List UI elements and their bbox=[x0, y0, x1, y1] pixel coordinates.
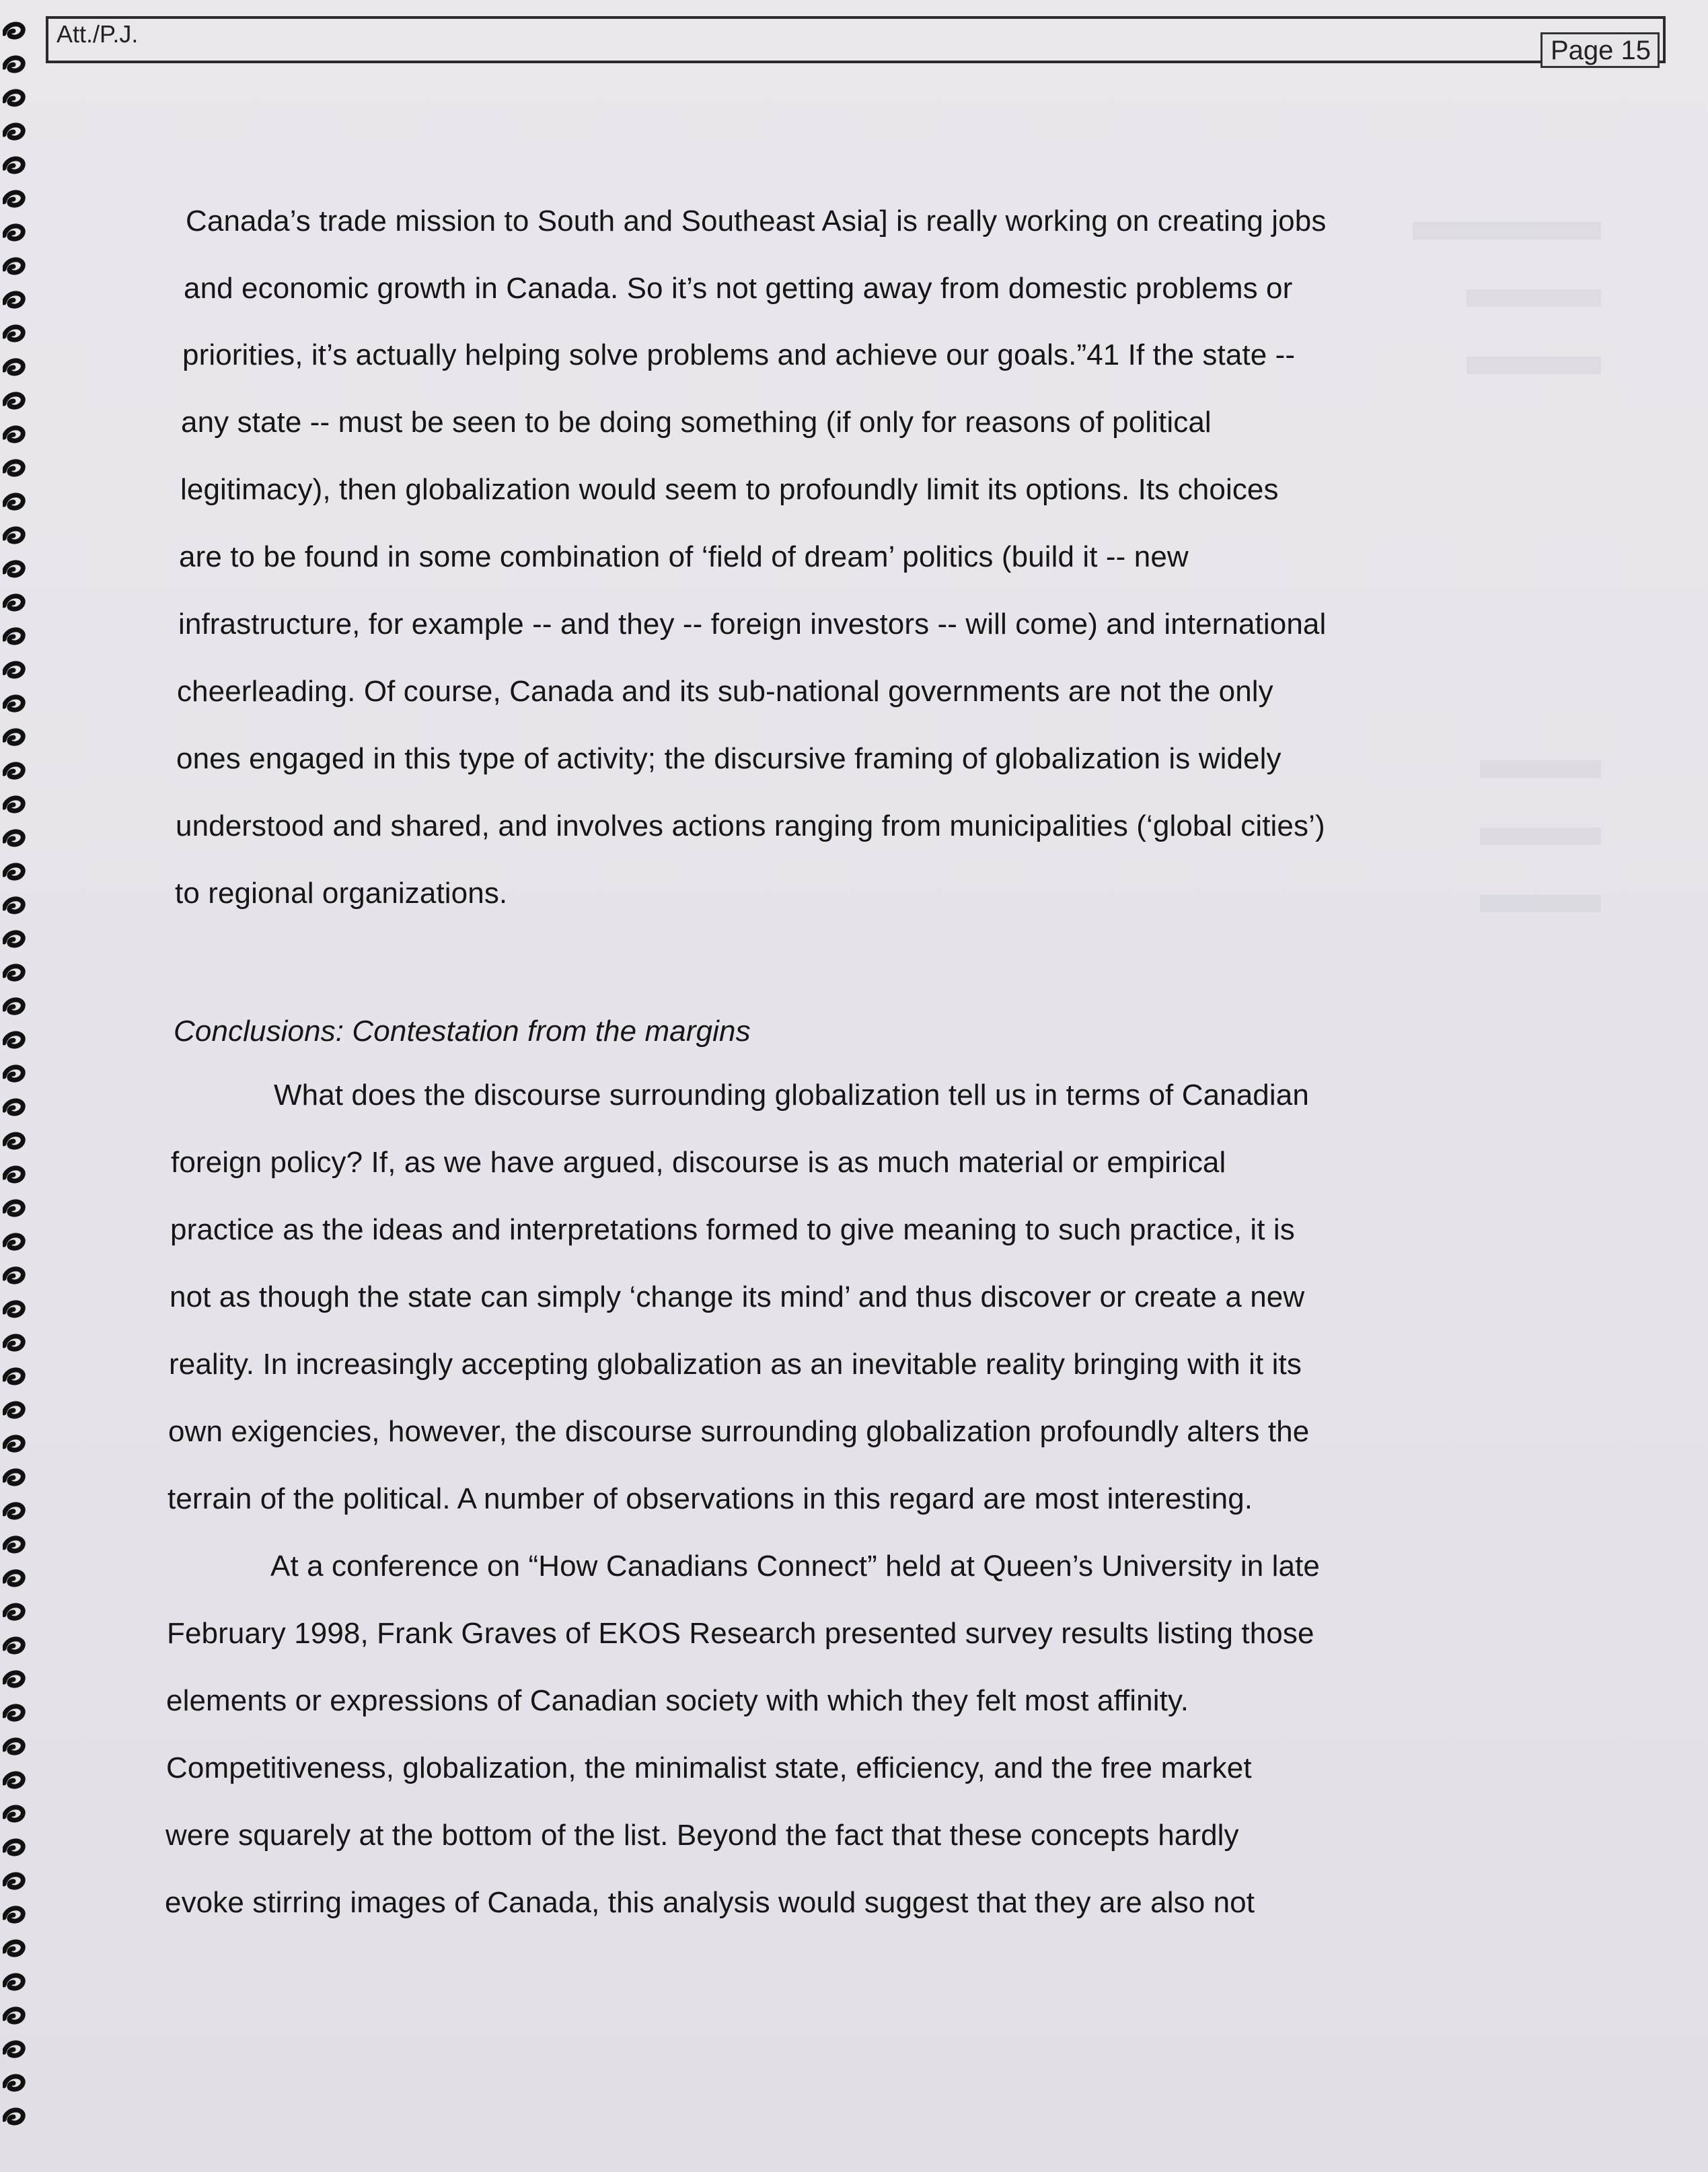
body-line: cheerleading. Of course, Canada and its sub-national governments are not the only bbox=[177, 675, 1273, 708]
header-border bbox=[46, 16, 1666, 63]
binding-coil bbox=[3, 1534, 26, 1554]
body-line: not as though the state can simply ‘change its mind’ and thus discover or create a new bbox=[170, 1280, 1305, 1313]
binding-coil bbox=[3, 491, 26, 511]
binding-coil bbox=[3, 1803, 26, 1823]
binding-coil bbox=[3, 525, 26, 545]
binding-coil bbox=[3, 1871, 26, 1891]
body-line: practice as the ideas and interpretations formed to give meaning to such practice, it is bbox=[170, 1213, 1295, 1246]
binding-coil bbox=[3, 1500, 26, 1521]
binding-coil bbox=[3, 1971, 26, 1992]
binding-coil bbox=[3, 1938, 26, 1958]
binding-coil bbox=[3, 1904, 26, 1924]
binding-coil bbox=[3, 188, 26, 209]
body-line: Competitiveness, globalization, the minimalist state, efficiency, and the free market bbox=[166, 1751, 1252, 1784]
binding-coil bbox=[3, 693, 26, 713]
body-line: evoke stirring images of Canada, this analysis would suggest that they are also not bbox=[165, 1886, 1255, 1919]
binding-coil bbox=[3, 1433, 26, 1453]
section-heading: Conclusions: Contestation from the margins bbox=[174, 1015, 751, 1048]
binding-coil bbox=[3, 794, 26, 814]
body-line: legitimacy), then globalization would seem to profoundly limit its options. Its choices bbox=[180, 473, 1279, 506]
binding-coil bbox=[3, 20, 26, 40]
binding-coil bbox=[3, 1097, 26, 1117]
binding-coil bbox=[3, 2039, 26, 2059]
binding-coil bbox=[3, 87, 26, 108]
spiral-binding bbox=[0, 13, 32, 2167]
page-number: Page 15 bbox=[1540, 32, 1660, 68]
binding-coil bbox=[3, 996, 26, 1016]
binding-coil bbox=[3, 54, 26, 74]
binding-coil bbox=[3, 929, 26, 949]
body-line: understood and shared, and involves actions ranging from municipalities (‘global cities’) bbox=[176, 809, 1325, 842]
body-line: Canada’s trade mission to South and Southeast Asia] is really working on creating jobs bbox=[186, 205, 1327, 238]
binding-coil bbox=[3, 2072, 26, 2093]
body-line: ones engaged in this type of activity; the discursive framing of globalization is widely bbox=[176, 742, 1282, 775]
binding-coil bbox=[3, 1265, 26, 1285]
body-line: to regional organizations. bbox=[175, 877, 508, 910]
binding-coil bbox=[3, 1198, 26, 1218]
body-line: reality. In increasingly accepting globalization as an inevitable reality bringing with it its bbox=[169, 1348, 1302, 1381]
binding-coil bbox=[3, 1332, 26, 1352]
binding-coil bbox=[3, 626, 26, 646]
attachment-label: Att./P.J. bbox=[57, 20, 139, 48]
binding-coil bbox=[3, 1063, 26, 1083]
binding-coil bbox=[3, 2106, 26, 2126]
binding-coil bbox=[3, 1601, 26, 1622]
binding-coil bbox=[3, 323, 26, 343]
body-line: foreign policy? If, as we have argued, discourse is as much material or empirical bbox=[171, 1146, 1226, 1179]
body-line: are to be found in some combination of ‘field of dream’ politics (build it -- new bbox=[179, 540, 1189, 573]
body-line: February 1998, Frank Graves of EKOS Research presented survey results listing those bbox=[167, 1617, 1314, 1650]
binding-coil bbox=[3, 1400, 26, 1420]
binding-coil bbox=[3, 2005, 26, 2025]
body-line: were squarely at the bottom of the list. Beyond the fact that these concepts hardly bbox=[165, 1819, 1239, 1852]
binding-coil bbox=[3, 1837, 26, 1857]
body-line: priorities, it’s actually helping solve problems and achieve our goals.”41 If the state -- bbox=[182, 338, 1296, 371]
body-line: What does the discourse surrounding globalization tell us in terms of Canadian bbox=[274, 1079, 1309, 1112]
binding-coil bbox=[3, 962, 26, 982]
binding-coil bbox=[3, 1736, 26, 1756]
binding-coil bbox=[3, 1164, 26, 1184]
binding-coil bbox=[3, 155, 26, 175]
binding-coil bbox=[3, 659, 26, 680]
binding-coil bbox=[3, 458, 26, 478]
binding-coil bbox=[3, 390, 26, 410]
binding-coil bbox=[3, 828, 26, 848]
binding-coil bbox=[3, 424, 26, 444]
body-line: and economic growth in Canada. So it’s not getting away from domestic problems or bbox=[184, 272, 1293, 305]
body-line: any state -- must be seen to be doing something (if only for reasons of political bbox=[181, 406, 1212, 439]
body-line: At a conference on “How Canadians Connect” held at Queen’s University in late bbox=[270, 1550, 1320, 1583]
binding-coil bbox=[3, 1130, 26, 1151]
binding-coil bbox=[3, 558, 26, 579]
binding-coil bbox=[3, 1669, 26, 1689]
binding-coil bbox=[3, 1366, 26, 1386]
body-line: own exigencies, however, the discourse surrounding globalization profoundly alters the bbox=[168, 1415, 1310, 1448]
binding-coil bbox=[3, 861, 26, 881]
binding-coil bbox=[3, 256, 26, 276]
binding-coil bbox=[3, 1231, 26, 1252]
binding-coil bbox=[3, 1299, 26, 1319]
binding-coil bbox=[3, 121, 26, 141]
binding-coil bbox=[3, 760, 26, 781]
binding-coil bbox=[3, 1467, 26, 1487]
binding-coil bbox=[3, 1568, 26, 1588]
binding-coil bbox=[3, 727, 26, 747]
binding-coil bbox=[3, 289, 26, 310]
binding-coil bbox=[3, 222, 26, 242]
binding-coil bbox=[3, 1029, 26, 1050]
binding-coil bbox=[3, 1702, 26, 1723]
binding-coil bbox=[3, 895, 26, 915]
binding-coil bbox=[3, 1635, 26, 1655]
binding-coil bbox=[3, 357, 26, 377]
binding-coil bbox=[3, 592, 26, 612]
body-line: infrastructure, for example -- and they -- foreign investors -- will come) and international bbox=[178, 608, 1327, 641]
binding-coil bbox=[3, 1770, 26, 1790]
body-line: elements or expressions of Canadian society with which they felt most affinity. bbox=[166, 1684, 1189, 1717]
body-line: terrain of the political. A number of observations in this regard are most interesting. bbox=[168, 1482, 1253, 1515]
